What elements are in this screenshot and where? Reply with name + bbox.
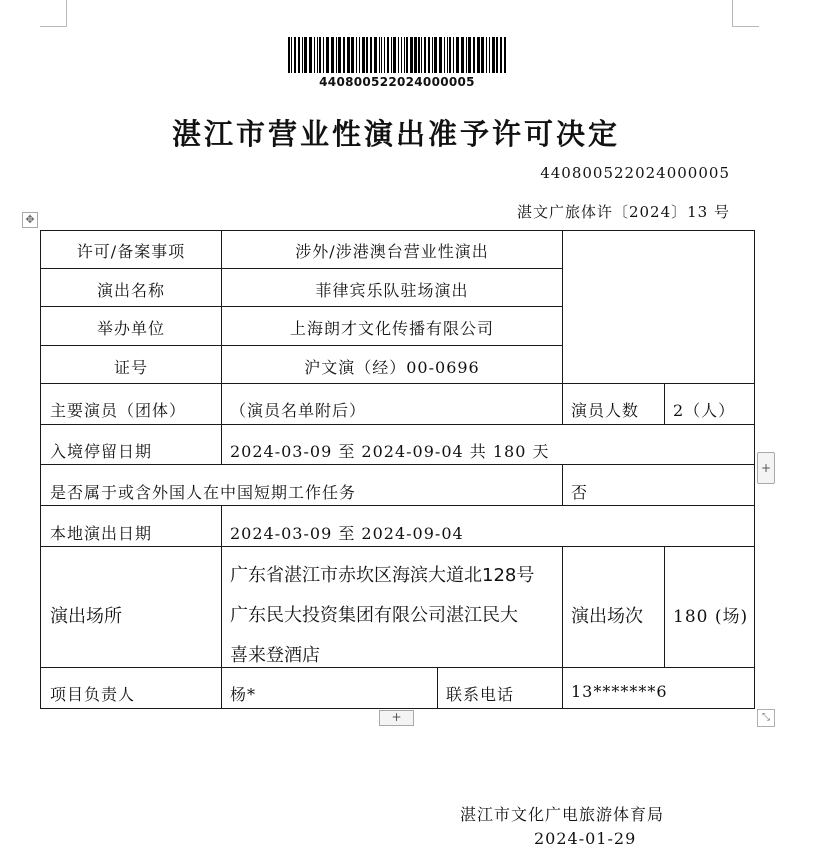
plus-icon: + (760, 461, 772, 475)
barcode-bar (414, 37, 417, 73)
license-label: 证号 (113, 358, 148, 377)
add-row-button[interactable] (379, 710, 414, 726)
resize-icon: ⤡ (762, 712, 770, 723)
barcode-bar (362, 37, 365, 73)
issue-date: 2024-01-29 (534, 829, 637, 848)
barcode-bar (374, 37, 377, 73)
venue-line: 广东民大投资集团有限公司湛江民大 (230, 605, 518, 626)
phone-label: 联系电话 (446, 685, 515, 704)
barcode-bar (323, 37, 324, 73)
barcode-bar (351, 37, 354, 73)
barcode-bar (418, 37, 420, 73)
barcode-bar (453, 37, 454, 73)
barcode (288, 37, 506, 73)
barcode-bar (456, 37, 459, 73)
barcode-bar (347, 37, 350, 73)
barcode-bar (432, 37, 433, 73)
barcode-bar (481, 37, 484, 73)
page-title: 湛江市营业性演出准予许可决定 (171, 117, 620, 151)
barcode-bar (366, 37, 368, 73)
barcode-bar (338, 37, 341, 73)
barcode-bar (326, 37, 329, 73)
table-move-handle[interactable] (22, 212, 38, 228)
barcode-bar (466, 37, 467, 73)
crop-mark-top-left (40, 0, 67, 27)
barcode-bar (439, 37, 442, 73)
barcode-bar (406, 37, 408, 73)
barcode-bar (434, 37, 437, 73)
performer-count-label: 演员人数 (571, 401, 640, 420)
license-value: 沪文演（经）00-0696 (304, 358, 480, 377)
venue-line: 广东省湛江市赤坎区海滨大道北128号 (230, 565, 535, 586)
barcode-bar (302, 37, 303, 73)
venue-line: 喜来登酒店 (230, 645, 320, 666)
issuing-authority: 湛江市文化广电旅游体育局 (460, 805, 665, 824)
phone-value: 13*******6 (571, 682, 668, 701)
barcode-bar (489, 37, 490, 73)
sessions-label: 演出场次 (571, 606, 643, 627)
barcode-bar (384, 37, 385, 73)
add-column-button[interactable] (757, 452, 775, 484)
barcode-bar (288, 37, 290, 73)
document-code: 440800522024000005 (540, 164, 730, 182)
barcode-bar (343, 37, 345, 73)
barcode-bar (336, 37, 337, 73)
barcode-bar (304, 37, 307, 73)
move-icon: ✥ (25, 213, 35, 226)
barcode-bar (314, 37, 315, 73)
barcode-bar (359, 37, 360, 73)
show-name-value: 菲律宾乐队驻场演出 (315, 281, 469, 300)
local-dates-label: 本地演出日期 (50, 524, 153, 543)
barcode-bar (424, 37, 426, 73)
barcode-bar (496, 37, 498, 73)
barcode-bar (387, 37, 389, 73)
permit-number: 湛文广旅体许〔2024〕13 号 (516, 203, 730, 221)
venue-label: 演出场所 (50, 606, 122, 627)
crop-mark-top-right (732, 0, 759, 27)
permit-item-label: 许可/备案事项 (76, 242, 186, 261)
barcode-bar (492, 37, 495, 73)
barcode-bar (317, 37, 318, 73)
stay-dates-value: 2024-03-09 至 2024-09-04 共 180 天 (230, 442, 550, 461)
barcode-bar (468, 37, 471, 73)
stay-dates-label: 入境停留日期 (50, 442, 153, 461)
barcode-bar (298, 37, 300, 73)
barcode-bar (421, 37, 422, 73)
venue-value (230, 556, 534, 676)
barcode-bar (391, 37, 392, 73)
barcode-bar (500, 37, 502, 73)
barcode-bar (477, 37, 480, 73)
barcode-bar (381, 37, 382, 73)
barcode-bar (319, 37, 321, 73)
barcode-bar (404, 37, 405, 73)
barcode-bar (401, 37, 402, 73)
organizer-label: 举办单位 (96, 319, 165, 338)
barcode-bar (473, 37, 475, 73)
show-name-label: 演出名称 (96, 281, 165, 300)
barcode-bar (444, 37, 445, 73)
barcode-bar (356, 37, 357, 73)
barcode-bar (393, 37, 396, 73)
barcode-bar (331, 37, 334, 73)
manager-value: 杨* (230, 685, 257, 704)
organizer-value: 上海朗才文化传播有限公司 (289, 319, 494, 338)
barcode-bar (486, 37, 487, 73)
performers-value: （演员名单附后） (230, 401, 367, 420)
table-resize-handle[interactable] (757, 709, 775, 727)
barcode-bar (379, 37, 380, 73)
local-dates-value: 2024-03-09 至 2024-09-04 (230, 524, 464, 543)
barcode-bar (410, 37, 413, 73)
performer-count-value: 2（人） (673, 401, 736, 420)
plus-icon: + (391, 710, 402, 724)
manager-label: 项目负责人 (50, 685, 136, 704)
barcode-bar (428, 37, 430, 73)
foreigner-work-value: 否 (571, 483, 589, 502)
barcode-bar (294, 37, 296, 73)
performers-label: 主要演员（团体） (50, 401, 187, 420)
barcode-bar (449, 37, 451, 73)
barcode-bar (504, 37, 506, 73)
barcode-bar (447, 37, 448, 73)
foreigner-work-label: 是否属于或含外国人在中国短期工作任务 (50, 483, 357, 502)
barcode-number: 440800522024000005 (319, 75, 475, 89)
barcode-bar (291, 37, 292, 73)
barcode-bar (461, 37, 464, 73)
permit-item-value: 涉外/涉港澳台营业性演出 (295, 242, 489, 261)
sessions-value: 180 (场) (673, 607, 749, 627)
barcode-bar (370, 37, 372, 73)
barcode-bar (398, 37, 399, 73)
barcode-bar (309, 37, 312, 73)
